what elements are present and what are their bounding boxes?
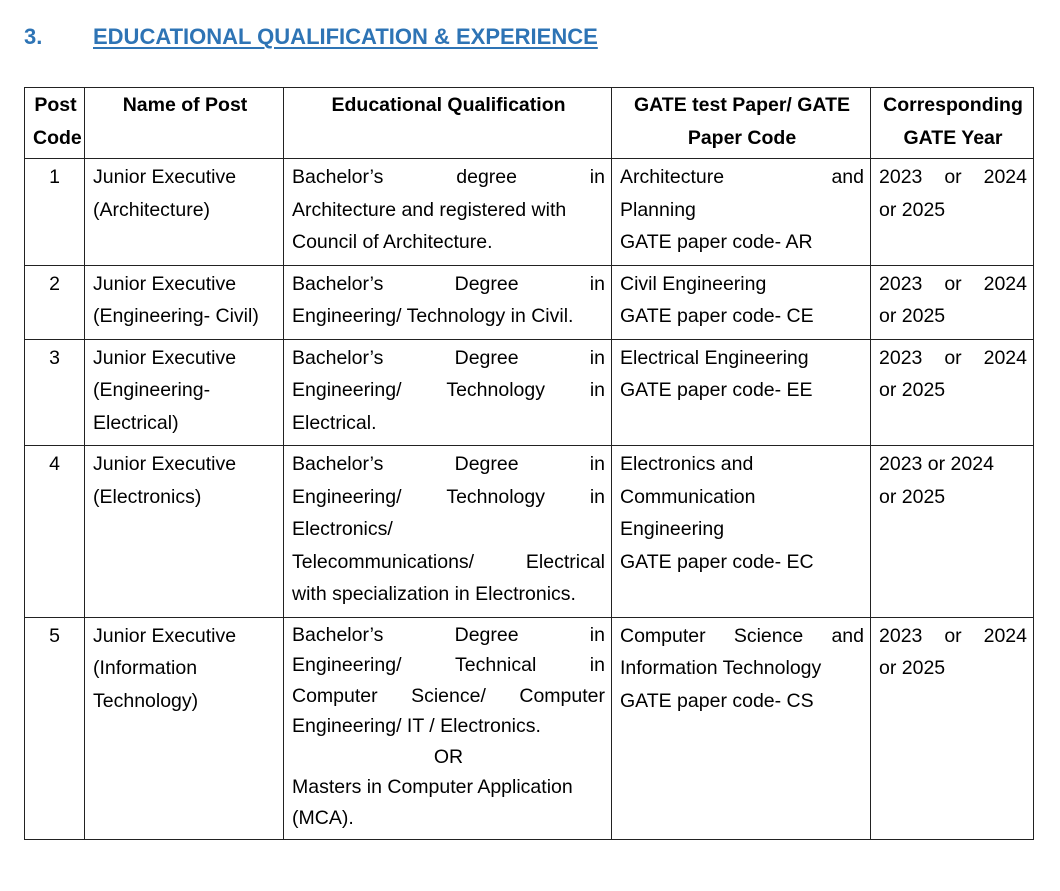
gate-year: 2023 or 2024 or 2025 — [871, 265, 1034, 339]
post-code: 5 — [25, 617, 85, 840]
gate-year: 2023 or 2024 or 2025 — [871, 446, 1034, 618]
educational-qualification: Bachelor’s degree in Architecture and registered with Council of Architecture. — [284, 159, 612, 266]
header-name-of-post: Name of Post — [85, 88, 284, 159]
table-row — [25, 617, 1034, 840]
educational-qualification: Bachelor’s Degree in Engineering/ Technical in Computer Science/ Computer Engineering/ IT / Electronics. OR Masters in Computer Application (MCA). — [284, 617, 612, 840]
post-code: 2 — [25, 265, 85, 339]
header-gate-paper: GATE test Paper/ GATE Paper Code — [612, 88, 871, 159]
gate-paper: Electronics and Communication Engineering GATE paper code- EC — [612, 446, 871, 618]
table-row — [25, 446, 1034, 618]
section-title: EDUCATIONAL QUALIFICATION & EXPERIENCE — [93, 24, 598, 49]
post-name: Junior Executive (Information Technology) — [85, 617, 284, 840]
table-row — [25, 265, 1034, 339]
gate-paper: Architecture and Planning GATE paper code- AR — [612, 159, 871, 266]
gate-paper: Civil Engineering GATE paper code- CE — [612, 265, 871, 339]
gate-paper: Electrical Engineering GATE paper code- EE — [612, 339, 871, 446]
qualification-table — [24, 87, 1034, 840]
table-header-row — [25, 88, 1034, 159]
post-code: 4 — [25, 446, 85, 618]
post-code: 3 — [25, 339, 85, 446]
gate-year: 2023 or 2024 or 2025 — [871, 159, 1034, 266]
table-row — [25, 339, 1034, 446]
educational-qualification: Bachelor’s Degree in Engineering/ Technology in Electrical. — [284, 339, 612, 446]
gate-paper: Computer Science and Information Technology GATE paper code- CS — [612, 617, 871, 840]
educational-qualification: Bachelor’s Degree in Engineering/ Technology in Civil. — [284, 265, 612, 339]
gate-year: 2023 or 2024 or 2025 — [871, 617, 1034, 840]
post-name: Junior Executive (Electronics) — [85, 446, 284, 618]
or-separator: OR — [433, 745, 464, 768]
post-code: 1 — [25, 159, 85, 266]
header-educational-qualification: Educational Qualification — [284, 88, 612, 159]
gate-year: 2023 or 2024 or 2025 — [871, 339, 1034, 446]
table-row — [25, 159, 1034, 266]
post-name: Junior Executive (Engineering- Electrical) — [85, 339, 284, 446]
post-name: Junior Executive (Architecture) — [85, 159, 284, 266]
header-post-code: Post Code — [25, 88, 85, 159]
educational-qualification: Bachelor’s Degree in Engineering/ Technology in Electronics/ Telecommunications/ Electrical with specialization in Electronics. — [284, 446, 612, 618]
header-gate-year: Corresponding GATE Year — [871, 88, 1034, 159]
post-name: Junior Executive (Engineering- Civil) — [85, 265, 284, 339]
section-number: 3. — [24, 24, 43, 49]
